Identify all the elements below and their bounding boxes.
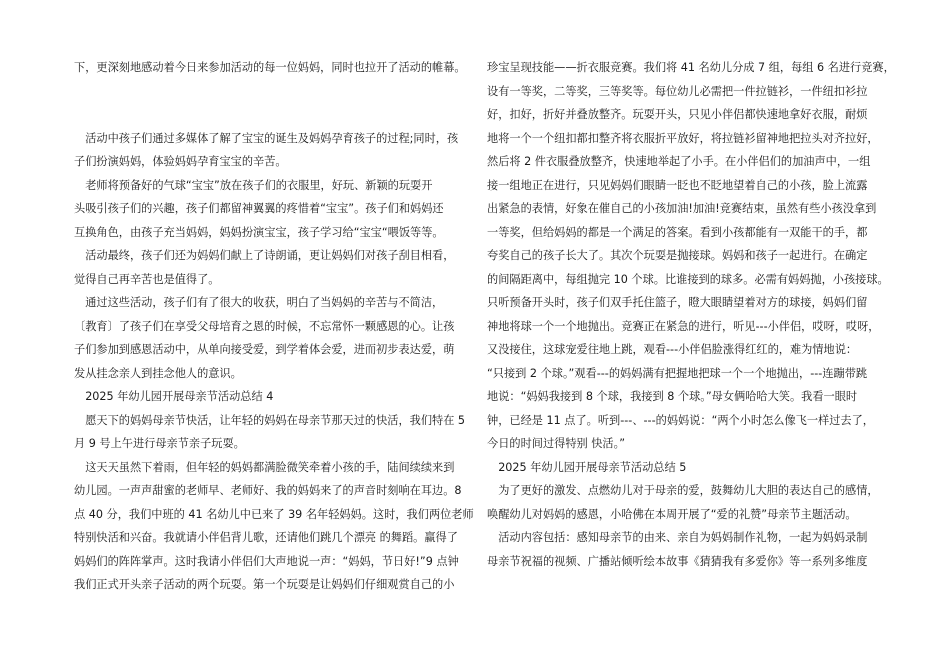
right-column-text-line: 接一组地正在进行，只见妈妈们眼睛一眨也不眨地望着自己的小孩，脸上流露 <box>487 178 868 192</box>
right-column-text-line: 地将一个一个纽扣都扣整齐将衣服折平放好，将拉链衫留神地把拉头对齐拉好， <box>487 131 879 145</box>
left-column-text-line <box>74 80 466 104</box>
right-column-text-line: 一等奖，但给妈妈的都是一个满足的答案。看到小孩都能有一双能干的手，都 <box>487 225 868 239</box>
left-column-text-line: 活动中孩子们通过多媒体了解了宝宝的诞生及妈妈孕育孩子的过程;同时，孩 <box>74 131 459 145</box>
right-column-text-line: 设有一等奖，二等奖，三等奖等。每位幼儿必需把一件拉链衫，一件纽扣衫拉 <box>487 84 868 98</box>
left-column-text-line: 妈妈们的阵阵掌声。这时我请小伴侣们大声地说一声：“妈妈，节日好!”9 点钟 <box>74 554 459 568</box>
left-column-text-line: 〔教育〕了孩子们在享受父母培育之恩的时候，不忘常怀一颗感恩的心。让孩 <box>74 319 455 333</box>
left-column-text-line: 子们扮演妈妈，体验妈妈孕育宝宝的辛苦。 <box>74 155 287 168</box>
right-column-text-line: 夸奖自己的孩子长大了。其次个玩耍是抛接球。妈妈和孩子一起进行。在确定 <box>487 249 868 262</box>
left-column-text-line: 发从挂念亲人到挂念他人的意识。 <box>74 366 242 380</box>
right-column-text-line: 又没接住，这球宠爱往地上跳，观看---小伴侣脸涨得红红的，难为情地说： <box>487 343 858 356</box>
left-column-text-line: 觉得自己再辛苦也是值得了。 <box>74 272 220 286</box>
right-column-text-line: 的间隔距离中，每组抛完 10 个球。比谁接到的球多。必需有妈妈抛，小孩接球。 <box>487 272 889 286</box>
left-column-text-line: 幼儿园。一声声甜蜜的老师早、老师好、我的妈妈来了的声音时刻响在耳边。8 <box>74 484 462 497</box>
left-column-text-line: 通过这些活动，孩子们有了很大的收获，明白了当妈妈的辛苦与不简洁， <box>74 296 444 309</box>
right-column-text-line: 为了更好的激发、点燃幼儿对于母亲的爱，鼓舞幼儿大胆的表达自己的感情， <box>487 484 879 497</box>
left-column-text-line: 活动最终，孩子们还为妈妈们献上了诗朗诵，更让妈妈们对孩子刮目相看， <box>74 249 455 262</box>
right-column-text-line: 母亲节祝福的视频、广播站倾听绘本故事《猜猜我有多爱你》等一系列多维度 <box>487 554 868 568</box>
right-column-text-line: 珍宝呈现技能——折衣服竞赛。我们将 41 名幼儿分成 7 组，每组 6 名进行竞赛， <box>487 61 895 74</box>
right-column-text-line: 唤醒幼儿对妈妈的感恩，小哈佛在本周开展了“爱的礼赞”母亲节主题活动。 <box>487 507 857 521</box>
left-column-text-line: 头吸引孩子们的兴趣，孩子们都留神翼翼的疼惜着“宝宝”。孩子们和妈妈还 <box>74 202 444 215</box>
right-column <box>487 56 895 573</box>
left-column-text-line: 下，更深刻地感动着今日来参加活动的每一位妈妈，同时也拉开了活动的帷幕。 <box>74 61 466 74</box>
right-column-text-line: 地说：“妈妈我接到 8 个球，我接到 8 个球。”母女俩哈哈大笑。我看一眼时 <box>487 390 858 403</box>
right-column-text-line: 钟，已经是 11 点了。听到---、---的妈妈说：“两个小时怎么像飞一样过去了， <box>487 413 874 427</box>
right-column-text-line: 2025 年幼儿园开展母亲节活动总结 5 <box>487 460 687 474</box>
left-column-text-line: 我们正式开头亲子活动的两个玩耍。第一个玩耍是让妈妈们仔细观赏自己的小 <box>74 578 455 591</box>
left-column-text-line: 互换角色，由孩子充当妈妈，妈妈扮演宝宝，孩子学习给“宝宝“喂饭等等。 <box>74 225 444 239</box>
left-column-text-line: 这天天虽然下着雨，但年轻的妈妈都满脸微笑牵着小孩的手，陆间续续来到 <box>74 460 455 474</box>
left-column-text-line <box>74 103 466 127</box>
left-column <box>74 56 474 597</box>
right-column-text-line: 活动内容包括：感知母亲节的由来、亲自为妈妈制作礼物，一起为妈妈录制 <box>487 531 868 544</box>
left-column-text-line: 子们参加到感恩活动中，从单向接受爱，到学着体会爱，进而初步表达爱，萌 <box>74 343 455 356</box>
left-column-text-line: 老师将预备好的气球“宝宝”放在孩子们的衣服里，好玩、新颖的玩耍开 <box>74 178 433 192</box>
right-column-text-line: 出紧急的表情，好象在催自己的小孩加油!加油!竞赛结束，虽然有些小孩没拿到 <box>487 202 877 215</box>
left-column-text-line: 2025 年幼儿园开展母亲节活动总结 4 <box>74 390 274 403</box>
left-column-text-line: 愿天下的妈妈母亲节快活，让年轻的妈妈在母亲节那天过的快活，我们特在 5 <box>74 413 466 427</box>
left-column-text-line: 月 9 号上午进行母亲节亲子玩耍。 <box>74 437 245 450</box>
right-column-text-line: 神地将球一个一个地抛出。竞赛正在紧急的进行，听见---小伴侣，哎呀，哎呀， <box>487 319 880 333</box>
right-column-text-line: 然后将 2 件衣服叠放整齐，快速地举起了小手。在小伴侣们的加油声中，一组 <box>487 155 871 168</box>
right-column-text-line: “只接到 2 个球。”观看---的妈妈满有把握地把球一个一个地抛出，---连蹦带跳 <box>487 366 868 380</box>
left-column-text-line: 点 40 分，我们中班的 41 名幼儿中已来了 39 名年轻妈妈。这时，我们两位老师 <box>74 507 474 521</box>
right-column-text-line: 只听预备开头时，孩子们双手托住篮子，瞪大眼睛望着对方的球接，妈妈们留 <box>487 296 868 309</box>
right-column-text-line: 好，扣好，折好并叠放整齐。玩耍开头，只见小伴侣都快速地拿好衣服，耐烦 <box>487 108 868 121</box>
right-column-text-line: 今日的时间过得特别 快活。” <box>487 437 626 450</box>
left-column-text-line: 特别快活和兴奋。我就请小伴侣背儿歌，还请他们跳几个漂亮 的舞蹈。赢得了 <box>74 531 458 544</box>
